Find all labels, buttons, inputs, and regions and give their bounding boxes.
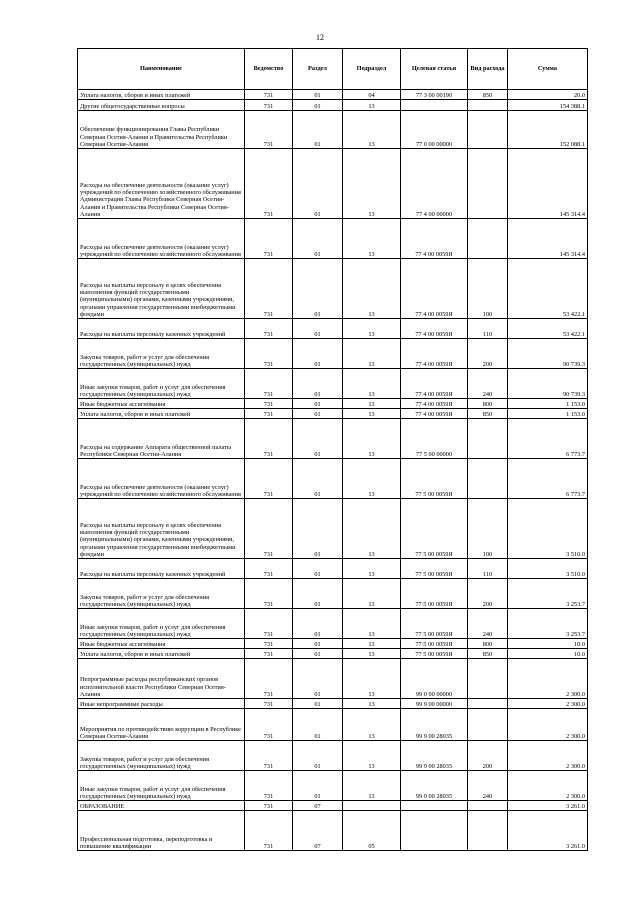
cell-section: 01	[293, 709, 343, 741]
row-name-text: ОБРАЗОВАНИЕ	[80, 802, 125, 810]
cell-amount: 3 261.0	[508, 811, 588, 851]
cell-ministry: 731	[245, 90, 293, 100]
cell-ministry: 731	[245, 801, 293, 811]
cell-expense-type: 110	[468, 319, 508, 339]
cell-amount: 2 300.0	[508, 709, 588, 741]
cell-target: 99 9 00 28035	[401, 741, 468, 771]
cell-section: 01	[293, 649, 343, 659]
cell-expense-type	[468, 709, 508, 741]
cell-expense-type	[468, 100, 508, 111]
cell-subsection: 13	[343, 149, 401, 219]
row-name-text: Уплата налогов, сборов и иных платежей	[80, 410, 191, 418]
cell-section: 01	[293, 259, 343, 319]
cell-ministry: 731	[245, 639, 293, 649]
cell-section: 01	[293, 771, 343, 801]
row-name-text: Расходы на выплаты персоналу в целях обеспечения выполнения функций государственными (муниципальными) органами, казенными учреждениями, органами управления государственными внебюджетными фондами	[80, 281, 236, 318]
cell-target: 77 5 00 0059Я	[401, 579, 468, 609]
cell-expense-type: 200	[468, 339, 508, 369]
cell-section: 07	[293, 801, 343, 811]
cell-name	[78, 339, 245, 369]
cell-expense-type: 850	[468, 90, 508, 100]
table-row	[78, 709, 588, 741]
cell-expense-type	[468, 219, 508, 259]
cell-expense-type: 200	[468, 741, 508, 771]
header-name: Наименование	[78, 49, 245, 90]
cell-target: 77 5 00 0059Я	[401, 649, 468, 659]
cell-expense-type: 850	[468, 409, 508, 419]
cell-amount: 2 300.0	[508, 659, 588, 699]
cell-subsection: 13	[343, 100, 401, 111]
cell-ministry: 731	[245, 609, 293, 639]
table-row	[78, 771, 588, 801]
cell-expense-type	[468, 111, 508, 149]
cell-name	[78, 699, 245, 709]
cell-amount: 3 261.0	[508, 801, 588, 811]
header-subsection: Подраздел	[343, 49, 401, 90]
cell-name	[78, 319, 245, 339]
table-row	[78, 149, 588, 219]
cell-expense-type: 200	[468, 579, 508, 609]
cell-amount: 10.0	[508, 639, 588, 649]
cell-amount: 20.0	[508, 90, 588, 100]
cell-section: 01	[293, 579, 343, 609]
table-row	[78, 319, 588, 339]
cell-name	[78, 811, 245, 851]
cell-target: 77 4 00 0059Я	[401, 369, 468, 399]
header-ministry: Ведомство	[245, 49, 293, 90]
table-row	[78, 219, 588, 259]
table-row	[78, 111, 588, 149]
cell-amount: 2 300.0	[508, 771, 588, 801]
cell-amount: 3 510.0	[508, 559, 588, 579]
page-number: 12	[316, 33, 324, 42]
table-row	[78, 639, 588, 649]
table-row	[78, 559, 588, 579]
cell-section: 01	[293, 741, 343, 771]
cell-ministry: 731	[245, 559, 293, 579]
cell-ministry: 731	[245, 219, 293, 259]
table-row	[78, 369, 588, 399]
cell-ministry: 731	[245, 771, 293, 801]
table-row	[78, 90, 588, 100]
cell-ministry: 731	[245, 699, 293, 709]
cell-section: 01	[293, 219, 343, 259]
cell-ministry: 731	[245, 579, 293, 609]
cell-name	[78, 741, 245, 771]
table-row	[78, 499, 588, 559]
cell-ministry: 731	[245, 649, 293, 659]
row-name-text: Иные закупки товаров, работ и услуг для обеспечения государственных (муниципальных) нужд	[80, 785, 226, 800]
cell-subsection: 05	[343, 811, 401, 851]
cell-expense-type: 240	[468, 369, 508, 399]
cell-ministry: 731	[245, 459, 293, 499]
cell-section: 01	[293, 339, 343, 369]
cell-target: 99 9 00 28035	[401, 771, 468, 801]
cell-ministry: 731	[245, 499, 293, 559]
cell-ministry: 731	[245, 111, 293, 149]
cell-ministry: 731	[245, 259, 293, 319]
cell-ministry: 731	[245, 659, 293, 699]
cell-expense-type: 800	[468, 399, 508, 409]
cell-target: 77 4 00 00000	[401, 149, 468, 219]
cell-target: 77 5 00 0059Я	[401, 639, 468, 649]
row-name-text: Расходы на содержание Аппарата общественной палаты Республики Северная Осетия-Алания	[80, 443, 232, 458]
cell-subsection	[343, 801, 401, 811]
table-row	[78, 259, 588, 319]
cell-section: 01	[293, 419, 343, 459]
cell-subsection: 13	[343, 499, 401, 559]
cell-name	[78, 499, 245, 559]
row-name-text: Иные бюджетные ассигнования	[80, 400, 166, 408]
cell-target: 77 4 00 0059Я	[401, 219, 468, 259]
table-row	[78, 339, 588, 369]
table-row	[78, 801, 588, 811]
cell-amount: 154 388.1	[508, 100, 588, 111]
cell-ministry: 731	[245, 409, 293, 419]
cell-name	[78, 559, 245, 579]
cell-target	[401, 811, 468, 851]
cell-subsection: 13	[343, 419, 401, 459]
cell-amount: 1 153.0	[508, 409, 588, 419]
cell-name	[78, 639, 245, 649]
cell-name	[78, 90, 245, 100]
row-name-text: Закупка товаров, работ и услуг для обеспечения государственных (муниципальных) нужд	[80, 353, 210, 368]
cell-expense-type: 240	[468, 771, 508, 801]
cell-target: 77 4 00 0059Я	[401, 339, 468, 369]
cell-section: 07	[293, 811, 343, 851]
cell-name	[78, 369, 245, 399]
cell-amount: 6 773.7	[508, 419, 588, 459]
row-name-text: Другие общегосударственные вопросы	[80, 102, 185, 110]
row-name-text: Мероприятия по противодействию коррупции в Республике Северная Осетия-Алания	[80, 725, 241, 740]
cell-expense-type: 100	[468, 259, 508, 319]
cell-subsection: 13	[343, 259, 401, 319]
table-row	[78, 649, 588, 659]
cell-section: 01	[293, 639, 343, 649]
cell-name	[78, 149, 245, 219]
cell-amount: 3 253.7	[508, 609, 588, 639]
row-name-text: Уплата налогов, сборов и иных платежей	[80, 650, 191, 658]
row-name-text: Иные непрограммные расходы	[80, 700, 163, 708]
cell-section: 01	[293, 111, 343, 149]
cell-expense-type: 100	[468, 499, 508, 559]
table-row	[78, 100, 588, 111]
cell-section: 01	[293, 459, 343, 499]
table-body	[78, 90, 588, 851]
header-target: Целевая статья	[401, 49, 468, 90]
cell-subsection: 13	[343, 369, 401, 399]
row-name-text: Закупка товаров, работ и услуг для обеспечения государственных (муниципальных) нужд	[80, 755, 210, 770]
cell-amount: 145 314.4	[508, 219, 588, 259]
cell-ministry: 731	[245, 709, 293, 741]
cell-name	[78, 709, 245, 741]
cell-subsection: 13	[343, 741, 401, 771]
cell-section: 01	[293, 90, 343, 100]
cell-amount: 2 300.0	[508, 741, 588, 771]
header-amount: Сумма	[508, 49, 588, 90]
cell-ministry: 731	[245, 369, 293, 399]
cell-amount: 10.0	[508, 649, 588, 659]
cell-subsection: 13	[343, 399, 401, 409]
row-name-text: Расходы на обеспечение деятельности (оказание услуг) учреждений по обеспечению хозяйственного обслуживания	[80, 243, 241, 258]
row-name-text: Расходы на выплаты персоналу казенных учреждений	[80, 330, 226, 338]
cell-target: 77 5 00 0059Я	[401, 459, 468, 499]
row-name-text: Иные закупки товаров, работ и услуг для обеспечения государственных (муниципальных) нужд	[80, 623, 226, 638]
table-row	[78, 811, 588, 851]
cell-target: 77 4 00 0059Я	[401, 399, 468, 409]
cell-expense-type: 110	[468, 559, 508, 579]
row-name-text: Иные закупки товаров, работ и услуг для обеспечения государственных (муниципальных) нужд	[80, 383, 226, 398]
cell-amount: 6 773.7	[508, 459, 588, 499]
cell-amount: 53 422.1	[508, 319, 588, 339]
cell-expense-type	[468, 811, 508, 851]
cell-subsection: 13	[343, 559, 401, 579]
cell-section: 01	[293, 399, 343, 409]
cell-amount: 2 300.0	[508, 699, 588, 709]
row-name-text: Расходы на выплаты персоналу в целях обеспечения выполнения функций государственными (муниципальными) органами, казенными учреждениями, органами управления государственными внебюджетными фондами	[80, 521, 236, 558]
header-section: Раздел	[293, 49, 343, 90]
cell-subsection: 13	[343, 111, 401, 149]
cell-expense-type	[468, 801, 508, 811]
cell-target	[401, 100, 468, 111]
table-row	[78, 419, 588, 459]
cell-subsection: 13	[343, 409, 401, 419]
table-row	[78, 399, 588, 409]
cell-subsection: 13	[343, 649, 401, 659]
cell-name	[78, 459, 245, 499]
cell-section: 01	[293, 699, 343, 709]
cell-section: 01	[293, 409, 343, 419]
row-name-text: Профессиональная подготовка, переподготовка и повышение квалификации	[80, 835, 213, 850]
cell-name	[78, 771, 245, 801]
table-row	[78, 699, 588, 709]
cell-amount: 3 510.0	[508, 499, 588, 559]
cell-name	[78, 100, 245, 111]
cell-subsection: 13	[343, 659, 401, 699]
cell-target: 77 4 00 0059Я	[401, 259, 468, 319]
cell-name	[78, 259, 245, 319]
budget-table	[77, 48, 588, 851]
cell-amount: 3 253.7	[508, 579, 588, 609]
cell-subsection: 13	[343, 319, 401, 339]
cell-subsection: 13	[343, 579, 401, 609]
cell-ministry: 731	[245, 319, 293, 339]
cell-expense-type: 240	[468, 609, 508, 639]
row-name-text: Непрограммные расходы республиканских органов исполнительной власти Республики Северная Осетия-Алания	[80, 676, 226, 698]
cell-ministry: 731	[245, 149, 293, 219]
cell-target: 77 5 00 00000	[401, 419, 468, 459]
cell-subsection: 13	[343, 219, 401, 259]
cell-name	[78, 419, 245, 459]
cell-subsection: 13	[343, 699, 401, 709]
row-name-text: Закупка товаров, работ и услуг для обеспечения государственных (муниципальных) нужд	[80, 593, 210, 608]
cell-ministry: 731	[245, 419, 293, 459]
cell-name	[78, 801, 245, 811]
row-name-text: Обеспечение функционирования Главы Республики Северная Осетия-Алания и Правительства Республики Северная Осетия-Алания	[80, 126, 228, 148]
cell-expense-type: 850	[468, 649, 508, 659]
cell-target: 77 4 00 0059Я	[401, 409, 468, 419]
cell-subsection: 13	[343, 639, 401, 649]
cell-name	[78, 649, 245, 659]
cell-ministry: 731	[245, 741, 293, 771]
cell-subsection: 04	[343, 90, 401, 100]
table-row	[78, 659, 588, 699]
row-name-text: Расходы на обеспечение деятельности (оказание услуг) учреждений по обеспечению хозяйственного обслуживания Администрации Главы Республики Северная Осетия-Алания и Правительства Республики Северная Осетия-Алания	[80, 181, 241, 218]
row-name-text: Иные бюджетные ассигнования	[80, 640, 166, 648]
cell-expense-type	[468, 659, 508, 699]
cell-section: 01	[293, 659, 343, 699]
cell-subsection: 13	[343, 459, 401, 499]
cell-amount: 152 088.1	[508, 111, 588, 149]
cell-name	[78, 219, 245, 259]
cell-name	[78, 659, 245, 699]
cell-amount: 90 739.3	[508, 339, 588, 369]
cell-target: 77 5 00 0059Я	[401, 499, 468, 559]
cell-expense-type	[468, 419, 508, 459]
cell-target: 99 9 00 00000	[401, 699, 468, 709]
table-row	[78, 459, 588, 499]
cell-target: 77 0 00 00000	[401, 111, 468, 149]
table-row	[78, 409, 588, 419]
cell-amount: 90 739.3	[508, 369, 588, 399]
table-row	[78, 741, 588, 771]
table-header-row	[78, 49, 588, 90]
cell-ministry: 731	[245, 339, 293, 369]
cell-name	[78, 111, 245, 149]
cell-target	[401, 801, 468, 811]
cell-subsection: 13	[343, 771, 401, 801]
cell-target: 77 5 00 0059Я	[401, 559, 468, 579]
cell-ministry: 731	[245, 399, 293, 409]
table-row	[78, 579, 588, 609]
cell-subsection: 13	[343, 339, 401, 369]
row-name-text: Расходы на выплаты персоналу казенных учреждений	[80, 570, 226, 578]
cell-section: 01	[293, 609, 343, 639]
cell-name	[78, 579, 245, 609]
cell-expense-type	[468, 149, 508, 219]
row-name-text: Уплата налогов, сборов и иных платежей	[80, 91, 191, 99]
cell-amount: 53 422.1	[508, 259, 588, 319]
cell-name	[78, 399, 245, 409]
cell-section: 01	[293, 559, 343, 579]
cell-target: 77 4 00 0059Я	[401, 319, 468, 339]
cell-expense-type	[468, 699, 508, 709]
row-name-text: Расходы на обеспечение деятельности (оказание услуг) учреждений по обеспечению хозяйственного обслуживания	[80, 483, 241, 498]
cell-name	[78, 409, 245, 419]
cell-section: 01	[293, 149, 343, 219]
cell-amount: 1 153.0	[508, 399, 588, 409]
cell-target: 77 3 00 00190	[401, 90, 468, 100]
cell-expense-type: 800	[468, 639, 508, 649]
table-row	[78, 609, 588, 639]
cell-target: 77 5 00 0059Я	[401, 609, 468, 639]
cell-subsection: 13	[343, 709, 401, 741]
cell-ministry: 731	[245, 811, 293, 851]
cell-target: 99 9 00 28035	[401, 709, 468, 741]
cell-name	[78, 609, 245, 639]
cell-ministry: 731	[245, 100, 293, 111]
cell-section: 01	[293, 499, 343, 559]
header-expense-type: Вид расхода	[468, 49, 508, 90]
cell-section: 01	[293, 319, 343, 339]
cell-section: 01	[293, 100, 343, 111]
cell-section: 01	[293, 369, 343, 399]
cell-expense-type	[468, 459, 508, 499]
cell-target: 99 0 00 00000	[401, 659, 468, 699]
cell-subsection: 13	[343, 609, 401, 639]
cell-amount: 145 314.4	[508, 149, 588, 219]
